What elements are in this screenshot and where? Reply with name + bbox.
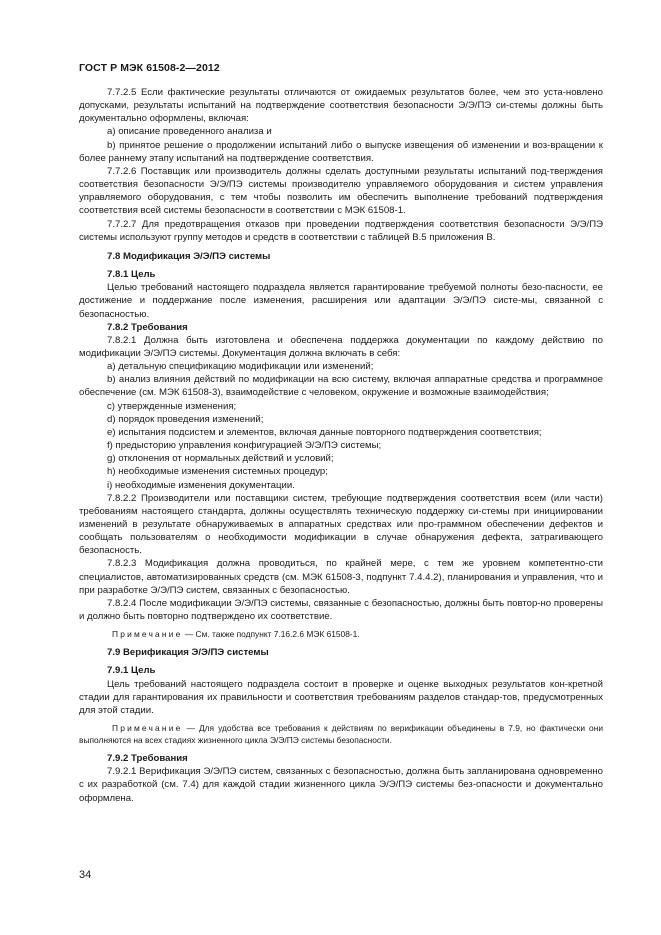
note-label: Примечание [112,629,183,640]
list-item-b: b) анализ влияния действий по модификации на всю систему, включая аппаратные средства и программное обеспечение (см. МЭК 61508-3), взаимодействие с человеком, окружение и возможные взаимодействия; [79,374,603,399]
subsection-heading-7-9-1: 7.9.1 Цель [107,665,156,677]
paragraph-7-8-2-4: 7.8.2.4 После модификации Э/Э/ПЭ системы, связанные с безопасностью, должны быть повтор-но проверены и должно быть повторно подтверждено их соответствие. [79,597,603,623]
note-7-9 [79,722,603,746]
paragraph-7-8-2-1: 7.8.2.1 Должна быть изготовлена и обеспечена поддержка документации по каждому действию по модификации Э/Э/ПЭ системы. Документация должна включать в себя: [79,334,603,359]
subsection-heading-7-8-2: 7.8.2 Требования [107,321,188,333]
paragraph-7-8-2-2: 7.8.2.2 Производители или поставщики систем, требующие подтверждения соответствия всем (или части) требованиям настоящего стандарта, должны осуществлять техническую поддержку си-стемы при инициировании изменений в результате обнаруживаемых в аппаратных средствах или про-граммном обеспечении дефектов и сообщать пользователям о необходимости модификации в случае обнаружения дефекта, затрагивающего безопасность. [79,492,603,557]
document-header: ГОСТ Р МЭК 61508-2—2012 [79,62,220,74]
list-item-d: d) порядок проведения изменений; [107,413,264,425]
list-item-f: f) предысторию управления конфигурацией Э/Э/ПЭ системы; [107,440,382,452]
paragraph-7-7-2-6: 7.7.2.6 Поставщик или производитель должны сделать доступными результаты испытаний под-тверждения соответствия безопасности Э/Э/ПЭ системы производителю управляемого оборудования и систем управления управляемого оборудования, с тем чтобы позволить им обеспечить выполнение требований подтверждения соответствия всей системы безопасности в соответствии с МЭК 61508-1. [79,165,603,217]
paragraph-7-9-1: Цель требований настоящего подраздела состоит в проверке и оценке выходных результатов кон-кретной стадии для гарантирования их правильности и соответствия требованиям разделов стандар-тов, предусмотренных для этой стадии. [79,678,603,716]
paragraph-7-8-1: Целью требований настоящего подраздела является гарантирование требуемой полноты безо-пасности, ее достижение и поддержание после изменения, расширения или адаптации Э/Э/ПЭ систе-мы, связанной с безопасностью. [79,282,603,320]
list-item-i: i) необходимые изменения документации. [107,479,295,491]
list-item-a: a) описание проведенного анализа и [107,126,272,138]
list-item-c: c) утвержденные изменения; [107,400,237,412]
section-heading-7-8: 7.8 Модификация Э/Э/ПЭ системы [107,250,271,262]
paragraph-7-8-2-3: 7.8.2.3 Модификация должна проводиться, по крайней мере, с тем же уровнем компетентно-сти специалистов, автоматизированных средств (см. МЭК 61508-3, подпункт 7.4.4.2), планирования и управления, что и при разработке Э/Э/ПЭ систем, связанных с безопасностью. [79,558,603,596]
note-text: — Для удобства все требования к действиям по верификации объединены в 7.9, но фактически они выполняются на всех стадиях жизненного цикла Э/Э/ПЭ системы безопасности. [79,723,604,746]
note-7-8 [79,628,603,640]
list-item-a: a) детальную спецификацию модификации или изменений; [107,361,374,373]
subsection-heading-7-9-2: 7.9.2 Требования [107,753,188,765]
subsection-heading-7-8-1: 7.8.1 Цель [107,269,156,281]
paragraph-7-7-2-7: 7.7.2.7 Для предотвращения отказов при проведении подтверждения соответствия безопасности Э/Э/ПЭ системы используют группу методов и средств в соответствии с таблицей В.5 приложения В. [79,218,603,243]
list-item-h: h) необходимые изменения системных процедур; [107,466,328,478]
list-item-e: e) испытания подсистем и элементов, включая данные повторного подтверждения соответствия; [107,426,542,438]
note-text: — См. также подпункт 7.16.2.6 МЭК 61508-1. [184,629,360,640]
paragraph-7-9-2-1: 7.9.2.1 Верификация Э/Э/ПЭ систем, связанных с безопасностью, должна быть запланирована одновременно с их разработкой (см. 7.4) для каждой стадии жизненного цикла Э/Э/ПЭ системы без-опасности и документально оформлена. [79,766,603,804]
paragraph-7-7-2-5: 7.7.2.5 Если фактические результаты отличаются от ожидаемых результатов более, чем это уста-новлено допусками, результаты испытаний на подтверждение соответствия безопасности Э/Э/ПЭ си-стемы должны быть документально оформлены, включая: [79,87,603,125]
list-item-b: b) принятое решение о продолжении испытаний либо о выпуске извещения об изменении и воз-вращении к более раннему этапу испытаний на подтверждение соответствия. [79,139,603,164]
page-number: 34 [79,869,92,881]
list-item-g: g) отклонения от нормальных действий и условий; [107,453,334,465]
document-body [79,86,603,805]
note-label: Примечание [112,723,183,734]
section-heading-7-9: 7.9 Верификация Э/Э/ПЭ системы [107,647,269,659]
